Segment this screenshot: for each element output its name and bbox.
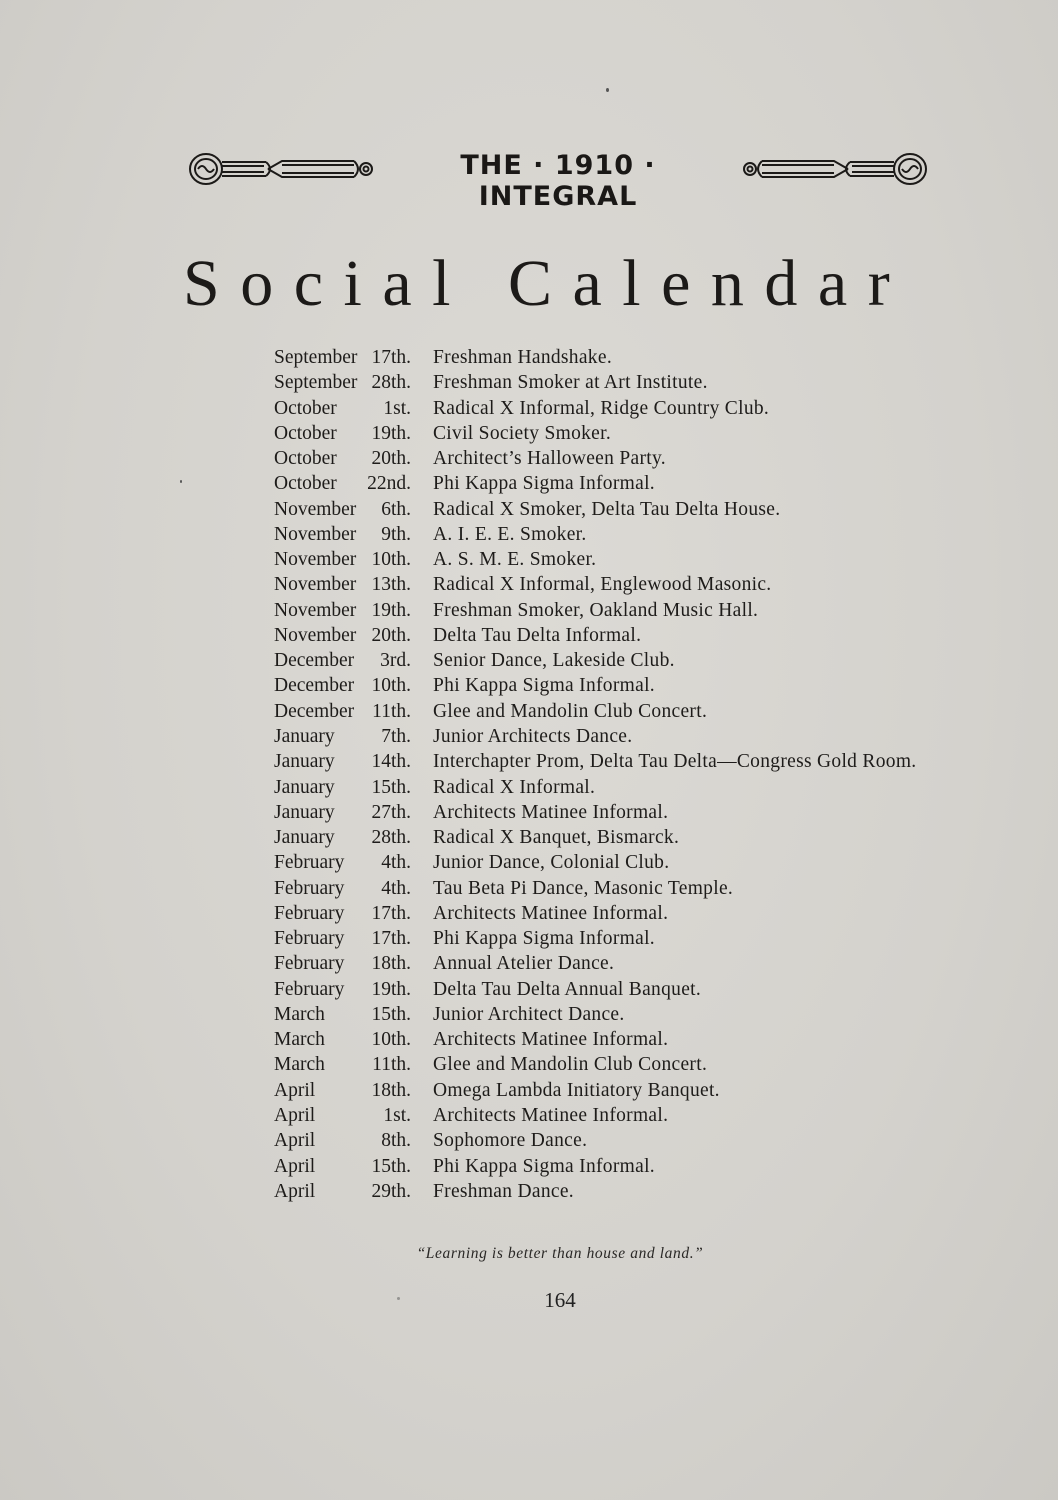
event-month: February [274,852,345,874]
event-month: April [274,1130,316,1152]
quote: “Learning is better than house and land.” [416,1245,704,1262]
event-name: Delta Tau Delta Informal. [433,624,642,646]
event-month: October [274,473,337,495]
running-header [186,146,930,212]
calendar-row [274,1179,944,1204]
event-name: Architect’s Halloween Party. [433,448,666,470]
event-name: Omega Lambda Initiatory Banquet. [433,1079,720,1101]
event-month: January [274,776,335,798]
event-day: 22nd. [367,473,411,495]
calendar-row [274,598,944,623]
event-name: Senior Dance, Lakeside Club. [433,650,675,672]
event-month: January [274,801,335,823]
event-day: 20th. [371,448,411,470]
event-month: January [274,827,335,849]
calendar-row [274,1128,944,1153]
event-month: December [274,650,355,672]
event-name: Glee and Mandolin Club Concert. [433,700,708,722]
calendar-row [274,471,944,496]
event-month: April [274,1180,316,1202]
event-month: February [274,928,345,950]
event-name: Glee and Mandolin Club Concert. [433,1054,708,1076]
event-month: April [274,1104,316,1126]
calendar-row [274,901,944,926]
calendar-row [274,547,944,572]
calendar-row [274,977,944,1002]
calendar-row [274,673,944,698]
event-day: 1st. [383,1104,411,1126]
event-month: April [274,1079,316,1101]
event-day: 19th. [371,599,411,621]
event-name: Freshman Smoker at Art Institute. [433,372,708,394]
event-name: Junior Dance, Colonial Club. [433,852,670,874]
event-day: 3rd. [380,650,411,672]
event-name: Freshman Handshake. [433,347,612,368]
event-day: 10th. [371,675,411,697]
event-day: 19th. [371,422,411,444]
event-day: 19th. [371,978,411,1000]
event-day: 4th. [381,852,411,874]
calendar-row [274,1002,944,1027]
event-day: 18th. [371,953,411,975]
event-name: Freshman Dance. [433,1180,574,1202]
event-month: September [274,347,358,368]
event-name: Junior Architect Dance. [433,1003,625,1025]
calendar-row [274,926,944,951]
event-month: October [274,397,337,419]
event-name: Architects Matinee Informal. [433,801,669,823]
calendar-row [274,421,944,446]
event-month: November [274,498,357,520]
event-day: 4th. [381,877,411,899]
event-name: Civil Society Smoker. [433,422,612,444]
event-month: October [274,422,337,444]
event-name: Delta Tau Delta Annual Banquet. [433,978,702,1000]
event-name: Interchapter Prom, Delta Tau Delta—Congress Gold Room. [433,751,917,773]
event-day: 29th. [371,1180,411,1202]
event-month: November [274,549,357,571]
calendar-row [274,1103,944,1128]
event-name: A. I. E. E. Smoker. [433,523,587,545]
paper-speck [180,480,182,483]
calendar-row [274,1052,944,1077]
ornament-right-icon [740,150,930,188]
calendar-row [274,345,944,370]
page-title: Social Calendar [183,247,911,320]
calendar-row [274,800,944,825]
event-day: 1st. [383,397,411,419]
event-day: 6th. [381,498,411,520]
calendar-row [274,850,944,875]
event-day: 17th. [371,902,411,924]
social-calendar-list [274,345,944,1204]
event-name: Architects Matinee Informal. [433,902,669,924]
calendar-row [274,699,944,724]
calendar-row [274,749,944,774]
calendar-row [274,572,944,597]
event-month: April [274,1155,316,1177]
event-day: 20th. [371,624,411,646]
event-month: March [274,1003,325,1025]
event-day: 7th. [381,725,411,747]
event-name: Phi Kappa Sigma Informal. [433,675,655,697]
calendar-row [274,951,944,976]
page-number: 164 [544,1288,576,1312]
calendar-row [274,648,944,673]
event-day: 28th. [371,827,411,849]
calendar-row [274,623,944,648]
event-month: October [274,448,337,470]
event-month: November [274,574,357,596]
event-month: November [274,523,357,545]
event-month: February [274,978,345,1000]
event-day: 11th. [372,700,411,722]
event-name: Radical X Informal, Englewood Masonic. [433,574,772,596]
event-day: 17th. [371,347,411,368]
calendar-row [274,1154,944,1179]
event-month: November [274,624,357,646]
event-name: Annual Atelier Dance. [433,953,615,975]
event-day: 11th. [372,1054,411,1076]
ornament-left-icon [186,150,376,188]
event-name: A. S. M. E. Smoker. [433,549,597,571]
event-month: November [274,599,357,621]
event-day: 27th. [371,801,411,823]
event-day: 28th. [371,372,411,394]
event-name: Junior Architects Dance. [433,725,633,747]
event-day: 14th. [371,751,411,773]
calendar-row [274,522,944,547]
event-month: September [274,372,358,394]
event-day: 10th. [371,549,411,571]
event-name: Tau Beta Pi Dance, Masonic Temple. [433,877,734,899]
event-name: Phi Kappa Sigma Informal. [433,473,655,495]
event-name: Architects Matinee Informal. [433,1104,669,1126]
event-name: Phi Kappa Sigma Informal. [433,928,655,950]
event-name: Radical X Banquet, Bismarck. [433,827,680,849]
event-name: Radical X Informal. [433,776,596,798]
calendar-row [274,1078,944,1103]
calendar-row [274,497,944,522]
event-month: December [274,700,355,722]
event-month: December [274,675,355,697]
paper-speck [606,88,609,92]
event-day: 8th. [381,1130,411,1152]
event-month: March [274,1029,325,1051]
calendar-row [274,825,944,850]
event-month: January [274,725,335,747]
calendar-row [274,876,944,901]
event-name: Freshman Smoker, Oakland Music Hall. [433,599,759,621]
event-day: 13th. [371,574,411,596]
calendar-row [274,396,944,421]
calendar-row [274,1027,944,1052]
event-name: Architects Matinee Informal. [433,1029,669,1051]
event-name: Radical X Informal, Ridge Country Club. [433,397,770,419]
event-month: February [274,902,345,924]
event-day: 18th. [371,1079,411,1101]
header-title: THE · 1910 · INTEGRAL [460,150,656,212]
paper-speck [397,1297,400,1300]
event-day: 10th. [371,1029,411,1051]
event-month: March [274,1054,325,1076]
event-day: 15th. [371,1155,411,1177]
event-day: 15th. [371,1003,411,1025]
event-month: January [274,751,335,773]
calendar-row [274,775,944,800]
event-day: 9th. [381,523,411,545]
event-day: 15th. [371,776,411,798]
event-name: Radical X Smoker, Delta Tau Delta House. [433,498,781,520]
event-month: February [274,953,345,975]
calendar-row [274,724,944,749]
calendar-row [274,446,944,471]
event-name: Sophomore Dance. [433,1130,588,1152]
event-name: Phi Kappa Sigma Informal. [433,1155,655,1177]
event-day: 17th. [371,928,411,950]
calendar-row [274,370,944,395]
event-month: February [274,877,345,899]
